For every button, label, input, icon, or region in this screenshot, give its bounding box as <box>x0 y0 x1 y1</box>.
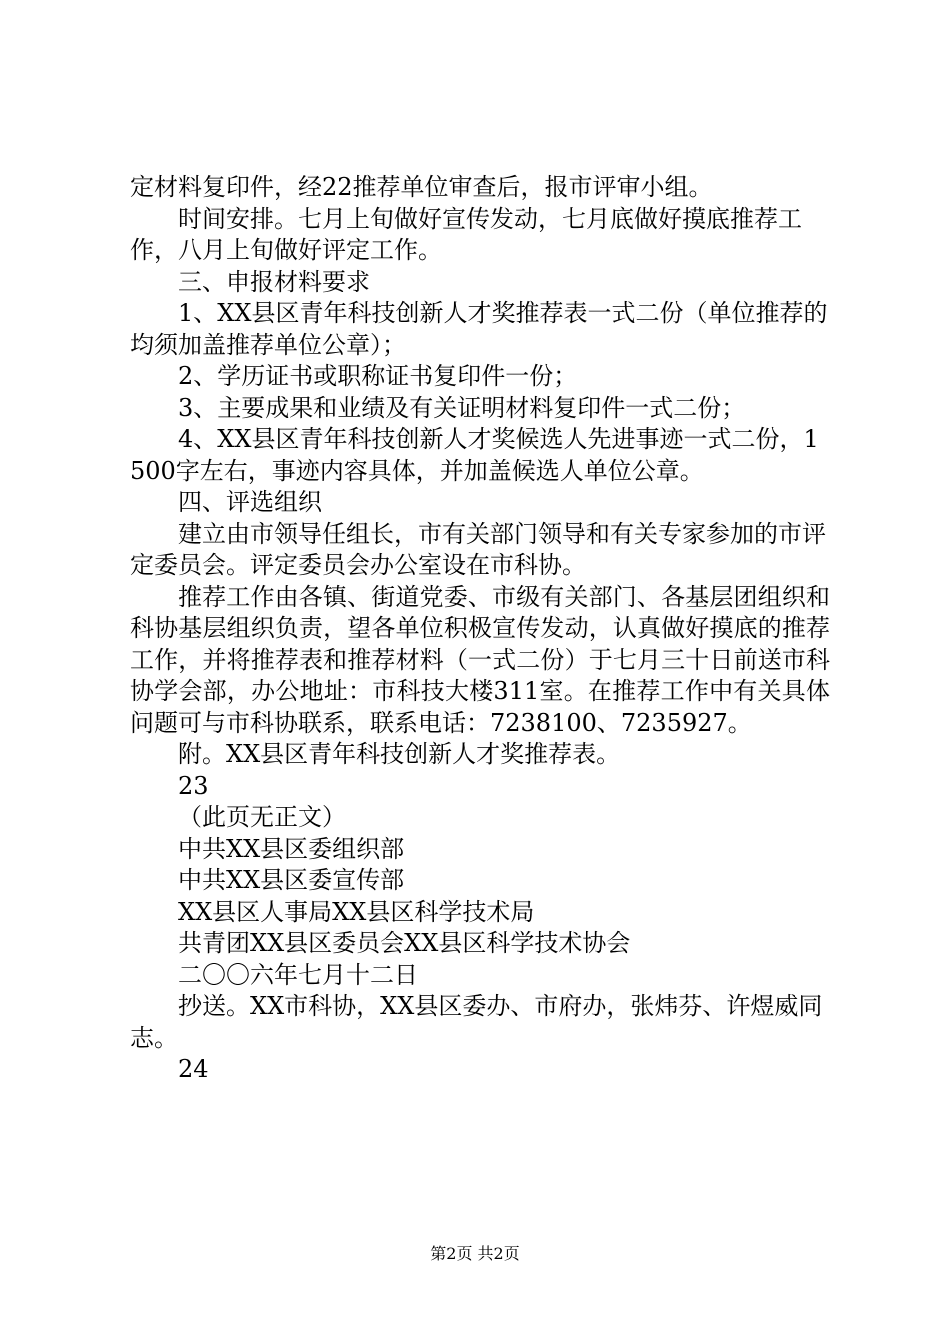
issuer-personnel-science: XX县区人事局XX县区科学技术局 <box>178 897 535 926</box>
no-body-text-note: （此页无正文） <box>178 803 346 831</box>
copy-to: 抄送。XX市科协，XX县区委办、市府办，张炜芬、许煜威同志。 <box>130 992 823 1052</box>
section-heading-organization: 四、评选组织 <box>178 488 322 516</box>
document-body <box>130 172 830 1086</box>
paragraph-attachment: 附。XX县区青年科技创新人才奖推荐表。 <box>178 740 621 768</box>
issuer-publicity-dept: 中共XX县区委宣传部 <box>178 866 405 894</box>
list-item-2: 2、学历证书或职称证书复印件一份； <box>178 362 578 390</box>
page-marker-23: 23 <box>178 771 209 800</box>
issuer-youth-league-association: 共青团XX县区委员会XX县区科学技术协会 <box>178 929 631 957</box>
list-item-4: 4、XX县区青年科技创新人才奖候选人先进事迹一式二份，1500字左右，事迹内容具体，并加盖候选人单位公章。 <box>130 425 819 485</box>
list-item-1: 1、XX县区青年科技创新人才奖推荐表一式二份（单位推荐的均须加盖推荐单位公章）； <box>130 299 828 359</box>
paragraph-committee: 建立由市领导任组长，市有关部门领导和有关专家参加的市评定委员会。评定委员会办公室设在市科协。 <box>130 519 826 579</box>
paragraph-continuation: 定材料复印件，经22推荐单位审查后，报市评审小组。 <box>130 173 713 201</box>
paragraph-recommendation: 推荐工作由各镇、街道党委、市级有关部门、各基层团组织和科协基层组织负责，望各单位积极宣传发动，认真做好摸底的推荐工作，并将推荐表和推荐材料（一式二份）于七月三十日前送市科协学会部，办公地址：市科技大楼311室。在推荐工作中有关具体问题可与市科协联系，联系电话：7238100、7235927。 <box>130 582 830 737</box>
paragraph-schedule: 时间安排。七月上旬做好宣传发动，七月底做好摸底推荐工作，八月上旬做好评定工作。 <box>130 204 802 264</box>
list-item-3: 3、主要成果和业绩及有关证明材料复印件一式二份； <box>178 393 746 422</box>
issue-date: 二〇〇六年七月十二日 <box>178 960 418 989</box>
page-marker-24: 24 <box>178 1055 209 1083</box>
section-heading-materials: 三、申报材料要求 <box>178 267 370 296</box>
page-footer: 第2页 共2页 <box>430 1244 520 1263</box>
issuer-organization-dept: 中共XX县区委组织部 <box>178 834 405 863</box>
